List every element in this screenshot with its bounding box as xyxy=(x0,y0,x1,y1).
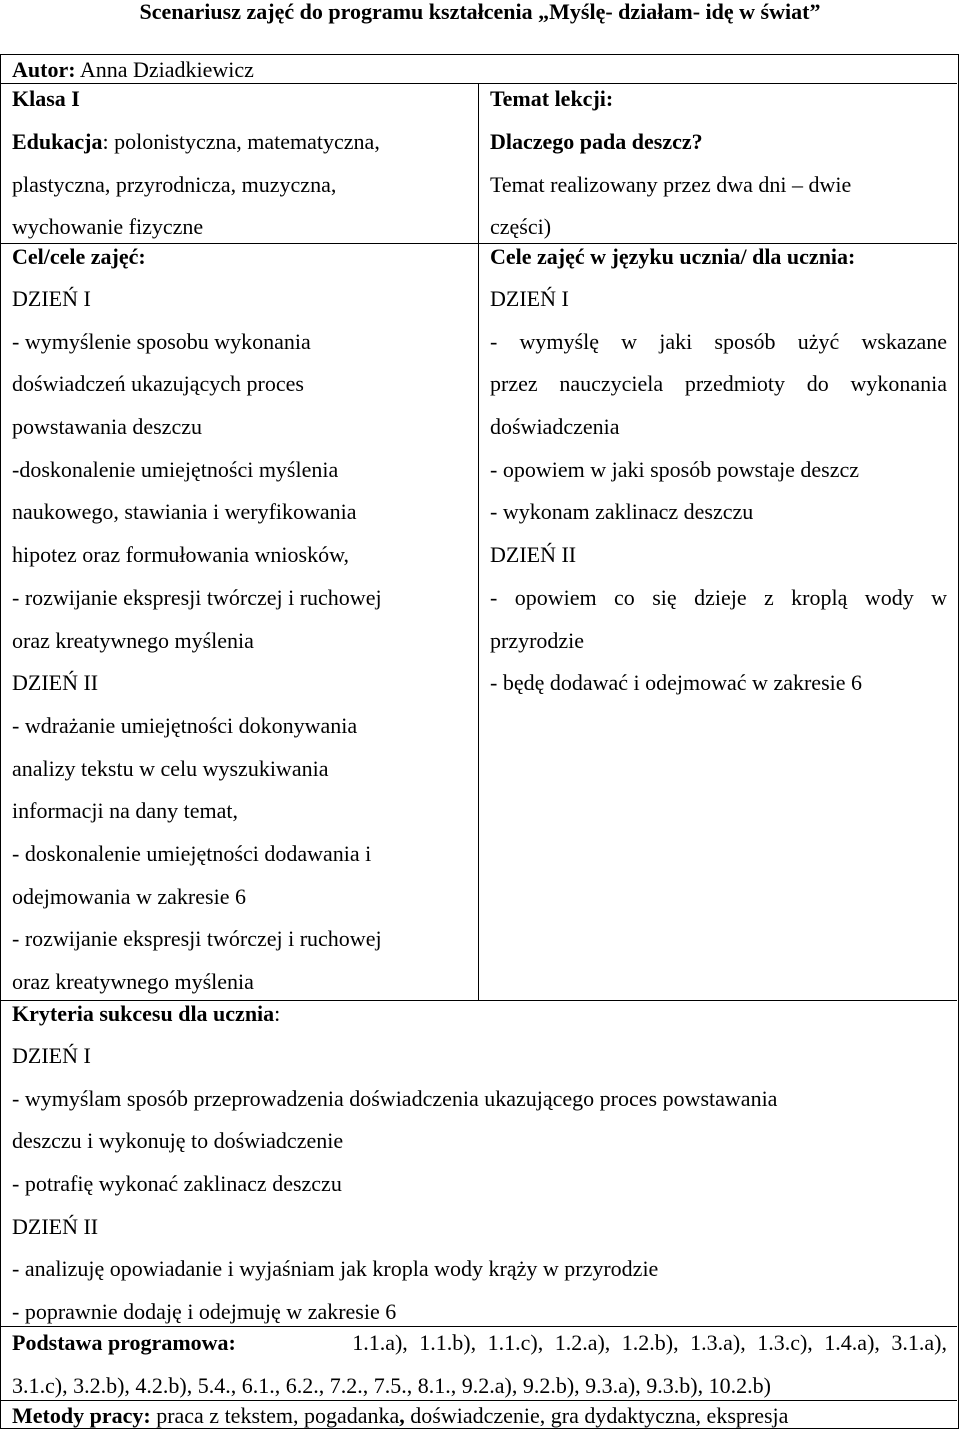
student-goals-line: DZIEŃ I xyxy=(490,286,569,311)
goals-line: oraz kreatywnego myślenia xyxy=(12,969,254,994)
criteria-line: DZIEŃ I xyxy=(12,1043,91,1068)
education-line-3: wychowanie fizyczne xyxy=(12,214,204,239)
methods-label: Metody pracy: xyxy=(12,1403,151,1428)
education-line-1 xyxy=(12,127,380,157)
goals-line: - doskonalenie umiejętności dodawania i xyxy=(12,840,372,866)
education-label: Edukacja xyxy=(12,129,103,154)
student-goals-line: - wykonam zaklinacz deszczu xyxy=(490,499,754,525)
methods-text: praca z tekstem, pogadanka xyxy=(156,1403,400,1428)
student-goals-heading: Cele zajęć w języku ucznia/ dla ucznia: xyxy=(490,244,856,269)
education-line-2: plastyczna, przyrodnicza, muzyczna, xyxy=(12,172,337,197)
topic-label: Temat lekcji: xyxy=(490,86,614,111)
methods-comma: , xyxy=(399,1403,405,1428)
document-title: Scenariusz zajęć do programu kształcenia „Myślę- działam- idę w świat” xyxy=(139,0,821,24)
goals-line: - wdrażanie umiejętności dokonywania xyxy=(12,712,358,738)
criteria-line: deszczu i wykonuję to doświadczenie xyxy=(12,1128,344,1154)
goals-line: oraz kreatywnego myślenia xyxy=(12,627,254,653)
column-divider xyxy=(478,83,479,1000)
student-goals-line: DZIEŃ II xyxy=(490,542,577,568)
goals-line: DZIEŃ I xyxy=(12,286,91,311)
goals-line: informacji na dany temat, xyxy=(12,798,239,824)
author-label: Autor: xyxy=(12,57,76,82)
topic-note-2: części) xyxy=(490,214,552,239)
methods-text-2: doświadczenie, gra dydaktyczna, ekspresja xyxy=(404,1403,789,1428)
student-goals-line: przyrodzie xyxy=(490,627,585,653)
methods-row xyxy=(12,1401,788,1431)
goals-list xyxy=(12,278,382,1004)
curriculum-line-1 xyxy=(12,1328,947,1358)
goals-heading: Cel/cele zajęć: xyxy=(12,244,146,269)
criteria-line: - potrafię wykonać zaklinacz deszczu xyxy=(12,1171,342,1197)
student-goals-line: - opowiem co się dzieje z kroplą wody w xyxy=(490,584,947,610)
student-goals-line: doświadczenia xyxy=(490,414,620,440)
criteria-heading xyxy=(12,999,280,1029)
student-goals-list xyxy=(490,278,947,705)
goals-line: odejmowania w zakresie 6 xyxy=(12,883,246,909)
author-name: Anna Dziadkiewicz xyxy=(79,57,254,82)
student-goals-line: - będę dodawać i odejmować w zakresie 6 xyxy=(490,670,863,696)
goals-line: hipotez oraz formułowania wniosków, xyxy=(12,542,350,568)
student-goals-line: - opowiem w jaki sposób powstaje deszcz xyxy=(490,456,860,482)
curriculum-label: Podstawa programowa: xyxy=(12,1330,236,1355)
goals-line: powstawania deszczu xyxy=(12,414,202,440)
class-label: Klasa I xyxy=(12,86,80,111)
criteria-line: DZIEŃ II xyxy=(12,1213,99,1239)
criteria-line: - wymyślam sposób przeprowadzenia doświadczenia ukazującego proces powstawania xyxy=(12,1085,778,1111)
education-text-1: : polonistyczna, matematyczna, xyxy=(102,129,380,154)
goals-line: DZIEŃ II xyxy=(12,670,99,696)
topic-title: Dlaczego pada deszcz? xyxy=(490,129,703,154)
curriculum-codes-1: 1.1.a), 1.1.b), 1.1.c), 1.2.a), 1.2.b), 1.3.a), 1.3.c), 1.4.a), 3.1.a), xyxy=(352,1330,947,1355)
criteria-heading-label: Kryteria sukcesu dla ucznia xyxy=(12,1001,275,1026)
topic-note-1: Temat realizowany przez dwa dni – dwie xyxy=(490,172,852,197)
student-goals-line: przez nauczyciela przedmioty do wykonania xyxy=(490,371,947,397)
goals-line: naukowego, stawiania i weryfikowania xyxy=(12,499,357,525)
curriculum-codes-2: 3.1.c), 3.2.b), 4.2.b), 5.4., 6.1., 6.2., 7.2., 7.5., 8.1., 9.2.a), 9.2.b), 9.3.a), 9.3.b), 10.2.b) xyxy=(12,1373,771,1398)
student-goals-line: - wymyślę w jaki sposób użyć wskazane xyxy=(490,328,947,354)
goals-line: analizy tekstu w celu wyszukiwania xyxy=(12,755,329,781)
goals-line: -doskonalenie umiejętności myślenia xyxy=(12,456,339,482)
criteria-heading-colon: : xyxy=(274,1001,281,1026)
goals-line: doświadczeń ukazujących proces xyxy=(12,371,304,397)
criteria-line: - poprawnie dodaję i odejmuję w zakresie 6 xyxy=(12,1299,397,1325)
goals-line: - wymyślenie sposobu wykonania xyxy=(12,328,311,354)
goals-line: - rozwijanie ekspresji twórczej i ruchowej xyxy=(12,584,382,610)
criteria-list xyxy=(12,1035,777,1327)
author-row xyxy=(12,55,254,85)
criteria-line: - analizuję opowiadanie i wyjaśniam jak kropla wody krąży w przyrodzie xyxy=(12,1256,659,1282)
goals-line: - rozwijanie ekspresji twórczej i ruchowej xyxy=(12,926,382,952)
